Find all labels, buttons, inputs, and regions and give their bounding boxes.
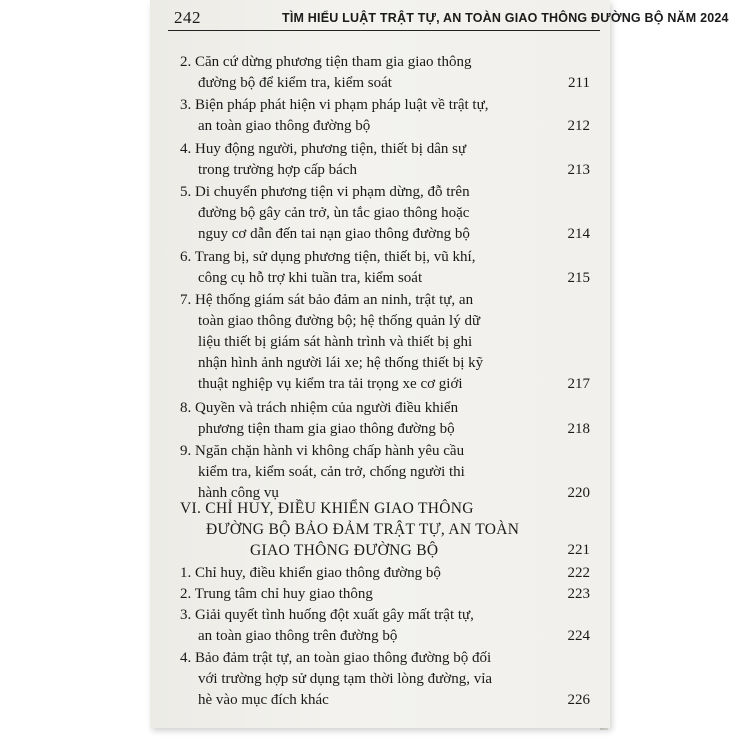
toc-line: 8. Quyền và trách nhiệm của người điều khiển [180,400,459,416]
toc-page-number: 217 [567,376,590,392]
toc-entry-3 [180,95,590,137]
toc-line: 3. Biện pháp phát hiện vi phạm pháp luật về trật tự, [180,97,489,113]
toc-page-number: 211 [568,75,590,91]
toc-page-number: 220 [567,485,590,501]
toc-page-number: 224 [567,628,590,644]
toc-line: hè vào mục đích khác [198,692,329,708]
toc-line: thuật nghiệp vụ kiểm tra tải trọng xe cơ giới [198,376,463,392]
toc-page-number: 221 [567,542,590,558]
toc-entry-9 [180,441,590,504]
toc-entry-vi-2 [180,584,590,605]
page-number: 242 [174,8,201,27]
toc-entry-vi-3 [180,605,590,647]
toc-line: đường bộ gây cản trở, ùn tắc giao thông hoặc [198,205,470,221]
toc-entry-8 [180,398,590,440]
toc-entry-6 [180,247,590,289]
toc-line: nguy cơ dẫn đến tai nạn giao thông đường bộ [198,226,470,242]
toc-section-heading [180,498,590,561]
toc-entry-vi-4 [180,648,590,711]
toc-line: liệu thiết bị giám sát hành trình và thiết bị ghi [198,334,473,350]
toc-line: 2. Trung tâm chỉ huy giao thông [180,586,373,602]
toc-line: kiểm tra, kiểm soát, cản trở, chống người thi [198,464,465,480]
toc-line: với trường hợp sử dụng tạm thời lòng đường, vỉa [198,671,493,687]
toc-line: GIAO THÔNG ĐƯỜNG BỘ [250,542,439,559]
toc-page-number: 214 [567,226,590,242]
toc-page-number: 226 [567,692,590,708]
table-of-contents [150,0,610,728]
toc-line: đường bộ để kiểm tra, kiểm soát [198,75,392,91]
toc-line: 4. Bảo đảm trật tự, an toàn giao thông đường bộ đối [180,650,492,666]
toc-page-number: 218 [567,421,590,437]
toc-page-number: 215 [567,270,590,286]
toc-line: 3. Giải quyết tình huống đột xuất gây mất trật tự, [180,607,474,623]
toc-page-number: 223 [567,586,590,602]
toc-entry-4 [180,139,590,181]
toc-page-number: 212 [567,118,590,134]
toc-entry-5 [180,182,590,245]
toc-page-number: 222 [567,565,590,581]
toc-line: 9. Ngăn chặn hành vi không chấp hành yêu cầu [180,443,465,459]
toc-line: 1. Chỉ huy, điều khiển giao thông đường bộ [180,565,441,581]
toc-entry-7 [180,290,590,395]
toc-line: 5. Di chuyển phương tiện vi phạm dừng, đỗ trên [180,184,470,200]
toc-line: ĐƯỜNG BỘ BẢO ĐẢM TRẬT TỰ, AN TOÀN [206,521,520,538]
toc-line: 2. Căn cứ dừng phương tiện tham gia giao thông [180,54,472,70]
toc-line: 7. Hệ thống giám sát bảo đảm an ninh, trật tự, an [180,292,474,308]
toc-line: hành công vụ [198,485,279,501]
running-title: TÌM HIỂU LUẬT TRẬT TỰ, AN TOÀN GIAO THÔNG ĐƯỜNG BỘ NĂM 2024 [282,11,729,25]
toc-line: nhận hình ảnh người lái xe; hệ thống thiết bị kỹ [198,355,484,371]
toc-line: 6. Trang bị, sử dụng phương tiện, thiết bị, vũ khí, [180,249,476,265]
toc-entry-vi-1 [180,563,590,584]
toc-line: toàn giao thông đường bộ; hệ thống quản lý dữ [198,313,481,329]
toc-line: trong trường hợp cấp bách [198,162,357,178]
toc-line: an toàn giao thông đường bộ [198,118,371,134]
toc-entry-2 [180,52,590,94]
toc-line: phương tiện tham gia giao thông đường bộ [198,421,455,437]
toc-line: công cụ hỗ trợ khi tuần tra, kiểm soát [198,270,423,286]
book-page [150,0,729,728]
toc-page-number: 213 [567,162,590,178]
toc-line: an toàn giao thông trên đường bộ [198,628,398,644]
toc-line: 4. Huy động người, phương tiện, thiết bị dân sự [180,141,467,157]
toc-line: VI. CHỈ HUY, ĐIỀU KHIỂN GIAO THÔNG [180,500,474,517]
